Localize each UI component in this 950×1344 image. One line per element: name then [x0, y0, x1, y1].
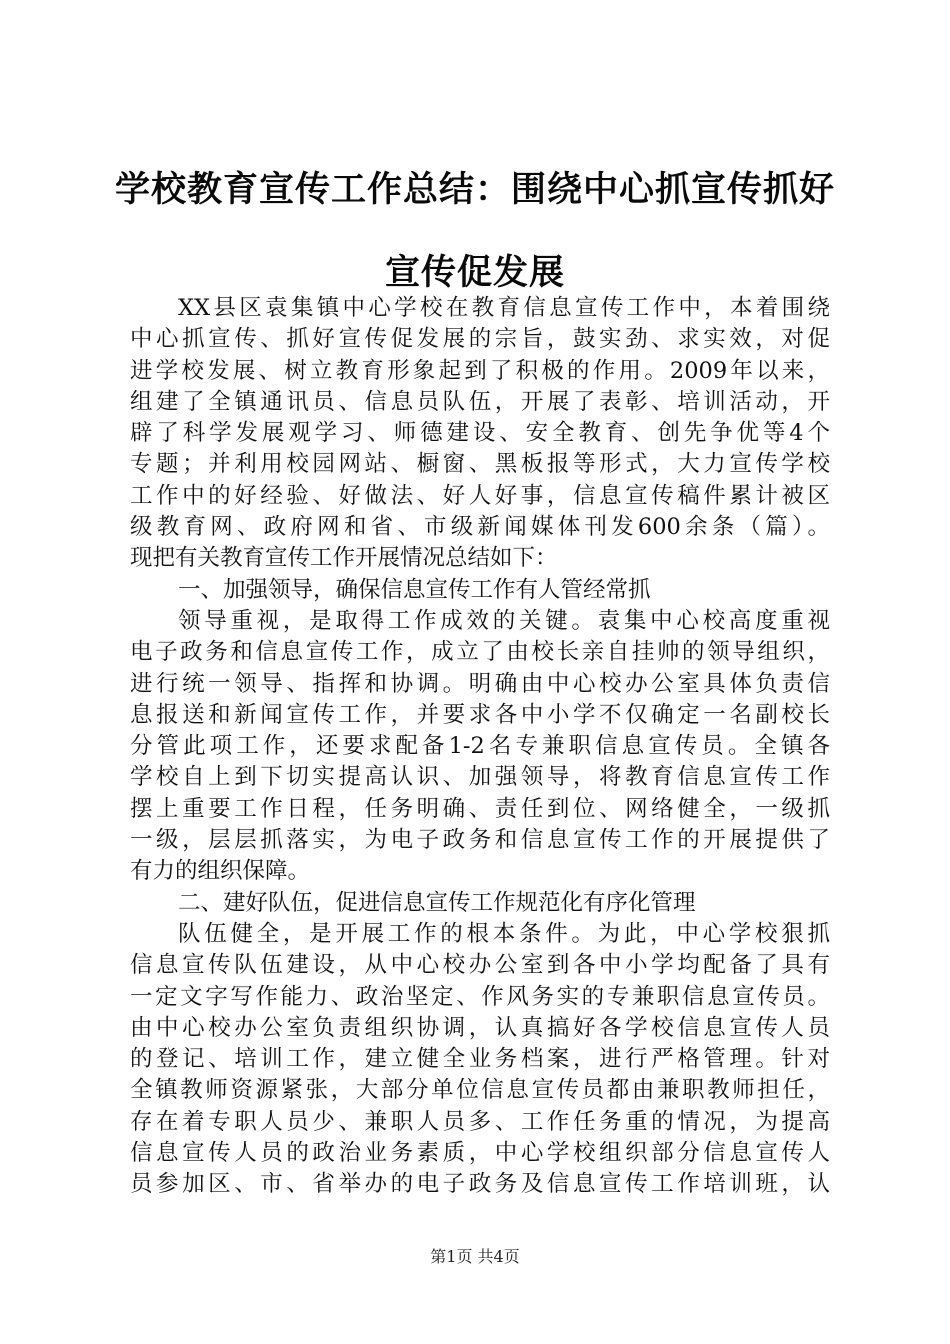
body-line: 工作中的好经验、好做法、好人好事，信息宣传稿件累计被区	[130, 482, 830, 509]
body-line: 息报送和新闻宣传工作，并要求各中小学不仅确定一名副校长	[130, 701, 830, 728]
body-line: 进学校发展、树立教育形象起到了积极的作用。2009年以来，	[130, 357, 830, 384]
body-line: 一定文字写作能力、政治坚定、作风务实的专兼职信息宣传员。	[130, 983, 830, 1010]
body-line: 摆上重要工作日程，任务明确、责任到位、网络健全，一级抓	[130, 795, 830, 822]
document-body	[130, 293, 830, 1201]
document-title-line-1: 学校教育宣传工作总结：围绕中心抓宣传抓好	[114, 169, 835, 210]
body-line: 的登记、培训工作，建立健全业务档案，进行严格管理。针对	[130, 1046, 830, 1073]
body-line: 信息宣传人员的政治业务素质，中心学校组织部分信息宣传人	[130, 1140, 830, 1167]
body-line: 员参加区、市、省举办的电子政务及信息宣传工作培训班，认	[130, 1171, 830, 1198]
body-line: 专题；并利用校园网站、橱窗、黑板报等形式，大力宣传学校	[130, 451, 830, 478]
body-line: 级教育网、政府网和省、市级新闻媒体刊发600余条（篇）。	[130, 514, 830, 541]
body-line: 现把有关教育宣传工作开展情况总结如下：	[130, 545, 558, 572]
document-title-line-2: 宣传促发展	[384, 252, 565, 293]
body-line: 由中心校办公室负责组织协调，认真搞好各学校信息宣传人员	[130, 1014, 830, 1041]
body-line: 一级，层层抓落实，为电子政务和信息宣传工作的开展提供了	[130, 827, 830, 854]
body-line: 队伍健全，是开展工作的根本条件。为此，中心学校狠抓	[178, 920, 830, 947]
body-line: 存在着专职人员少、兼职人员多、工作任务重的情况，为提高	[130, 1108, 830, 1135]
body-line: 领导重视，是取得工作成效的关键。袁集中心校高度重视	[178, 607, 830, 634]
body-line: XX县区袁集镇中心学校在教育信息宣传工作中，本着围绕	[178, 295, 830, 321]
body-line: 二、建好队伍，促进信息宣传工作规范化有序化管理	[178, 889, 696, 916]
body-line: 一、加强领导，确保信息宣传工作有人管经常抓	[178, 576, 651, 603]
body-line: 中心抓宣传、抓好宣传促发展的宗旨，鼓实劲、求实效，对促	[130, 326, 830, 353]
body-line: 有力的组织保障。	[130, 858, 311, 885]
body-line: 辟了科学发展观学习、师德建设、安全教育、创先争优等4个	[130, 420, 830, 447]
page-footer: 第1页 共4页	[430, 1247, 520, 1266]
body-line: 电子政务和信息宣传工作，成立了由校长亲自挂帅的领导组织，	[130, 639, 830, 666]
body-line: 信息宣传队伍建设，从中心校办公室到各中小学均配备了具有	[130, 952, 830, 979]
body-line: 学校自上到下切实提高认识、加强领导，将教育信息宣传工作	[130, 764, 830, 791]
body-line: 组建了全镇通讯员、信息员队伍，开展了表彰、培训活动，开	[130, 388, 830, 415]
body-line: 进行统一领导、指挥和协调。明确由中心校办公室具体负责信	[130, 670, 830, 697]
body-line: 分管此项工作，还要求配备1-2名专兼职信息宣传员。全镇各	[130, 733, 830, 760]
body-line: 全镇教师资源紧张，大部分单位信息宣传员都由兼职教师担任，	[130, 1077, 830, 1104]
